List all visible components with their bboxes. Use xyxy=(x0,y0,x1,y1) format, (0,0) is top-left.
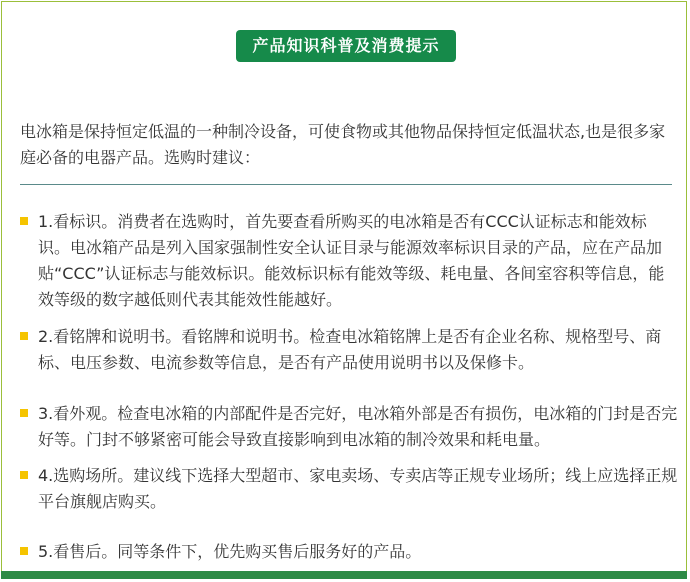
tip-item xyxy=(20,539,680,565)
tip-item xyxy=(20,209,680,313)
tip-item xyxy=(20,463,680,515)
tip-text: 3.看外观。检查电冰箱的内部配件是否完好，电冰箱外部是否有损伤，电冰箱的门封是否完好等。门封不够紧密可能会导致直接影响到电冰箱的制冷效果和耗电量。 xyxy=(38,404,678,449)
content-card xyxy=(1,1,687,571)
tip-item xyxy=(20,324,680,376)
divider xyxy=(20,184,672,185)
bullet-icon xyxy=(20,217,28,225)
bullet-icon xyxy=(20,332,28,340)
page-title: 产品知识科普及消费提示 xyxy=(236,30,456,62)
tip-item xyxy=(20,401,680,453)
bottom-bar xyxy=(1,571,687,579)
intro-paragraph: 电冰箱是保持恒定低温的一种制冷设备，可使食物或其他物品保持恒定低温状态,也是很多家庭必备的电器产品。选购时建议： xyxy=(20,122,666,167)
tip-text: 5.看售后。同等条件下，优先购买售后服务好的产品。 xyxy=(38,542,422,561)
bullet-icon xyxy=(20,471,28,479)
bullet-icon xyxy=(20,547,28,555)
bullet-icon xyxy=(20,409,28,417)
tip-text: 2.看铭牌和说明书。看铭牌和说明书。检查电冰箱铭牌上是否有企业名称、规格型号、商标、电压参数、电流参数等信息，是否有产品使用说明书以及保修卡。 xyxy=(38,327,662,372)
tip-text: 4.选购场所。建议线下选择大型超市、家电卖场、专卖店等正规专业场所；线上应选择正规平台旗舰店购买。 xyxy=(38,466,678,511)
tip-text: 1.看标识。消费者在选购时，首先要查看所购买的电冰箱是否有CCC认证标志和能效标识。电冰箱产品是列入国家强制性安全认证目录与能源效率标识目录的产品，应在产品加贴“CCC”认证标志与能效标识。能效标识标有能效等级、耗电量、各间室容积等信息，能效等级的数字越低则代表其能效性能越好。 xyxy=(38,212,665,309)
